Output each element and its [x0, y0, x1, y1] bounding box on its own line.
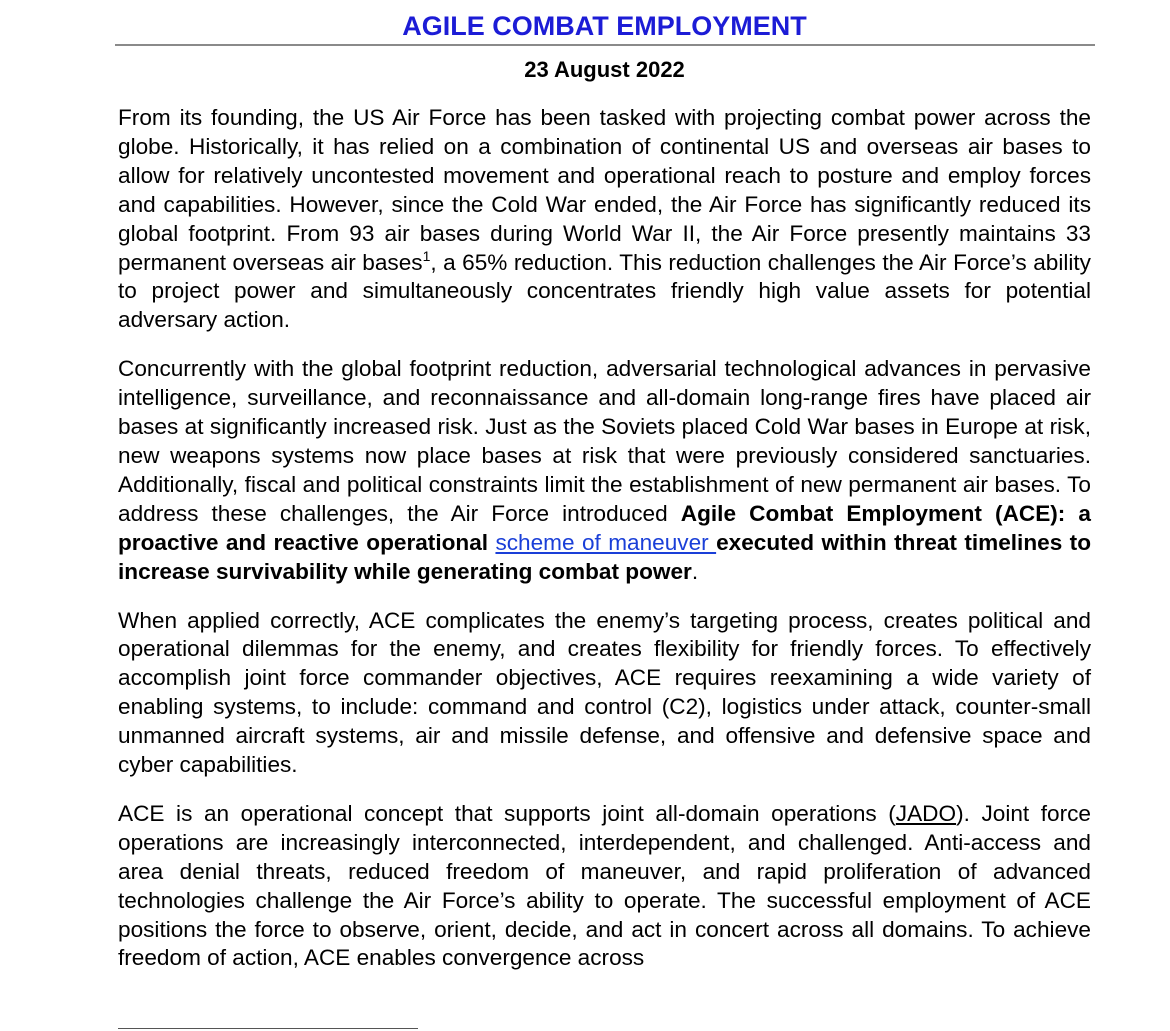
scheme-of-maneuver-link[interactable]: scheme of maneuver [495, 529, 717, 555]
paragraph-text: ACE is an operational concept that supports joint all-domain operations ( [118, 800, 896, 826]
sentence-end: . [691, 558, 699, 584]
jado-abbreviation: JADO [895, 800, 957, 826]
paragraph-text: ). Joint force operations are increasingly interconnected, interdependent, and challenged. Anti-access and area denial threats, reduced freedom of maneuver, and rapid proliferation of advanced technologies challenge the Air Force’s ability to operate. The successful employment of ACE positions the force to observe, orient, decide, and act in concert across all domains. To achieve freedom of action, ACE enables convergence across [118, 800, 1091, 971]
paragraph-threats [118, 355, 1091, 586]
document-title: AGILE COMBAT EMPLOYMENT [402, 11, 807, 41]
footnote-reference[interactable]: 1 [422, 247, 431, 264]
ace-definition-bold-continued: executed within threat timelines to increase survivability while generating combat power [118, 529, 1091, 584]
ace-definition-bold: Agile Combat Employment (ACE): a proactive and reactive operational [118, 500, 1091, 555]
document-date: 23 August 2022 [524, 57, 685, 82]
paragraph-jado [118, 800, 1091, 973]
paragraph-text: When applied correctly, ACE complicates the enemy’s targeting process, creates political and operational dilemmas for the enemy, and creates flexibility for friendly forces. To effectively accomplish joint force commander objectives, ACE requires reexamining a wide variety of enabling systems, to include: command and control (C2), logistics under attack, counter-small unmanned aircraft systems, air and missile defense, and offensive and defensive space and cyber capabilities. [118, 607, 1091, 778]
paragraph-footprint [118, 104, 1091, 335]
document-page [118, 0, 1091, 973]
paragraph-text: From its founding, the US Air Force has been tasked with projecting combat power across the globe. Historically, it has relied on a combination of continental US and overseas air bases to allow for relatively uncontested movement and operational reach to posture and employ forces and capabilities. However, since the Cold War ended, the Air Force has significantly reduced its global footprint. From 93 air bases during World War II, the Air Force presently maintains 33 permanent overseas air bases [118, 105, 1091, 275]
footnote-separator-rule [118, 1028, 418, 1029]
paragraph-text: Concurrently with the global footprint reduction, adversarial technological advances in pervasive intelligence, surveillance, and reconnaissance and all-domain long-range fires have placed air bases at significantly increased risk. Just as the Soviets placed Cold War bases in Europe at risk, new weapons systems now place bases at risk that were previously considered sanctuaries. Additionally, fiscal and political constraints limit the establishment of new permanent air bases. To address these challenges, the Air Force introduced [118, 356, 1091, 526]
paragraph-dilemmas [118, 607, 1091, 780]
paragraph-text: , a 65% reduction. This reduction challenges the Air Force’s ability to project power and simultaneously concentrates friendly high value assets for potential adversary action. [118, 249, 1091, 333]
